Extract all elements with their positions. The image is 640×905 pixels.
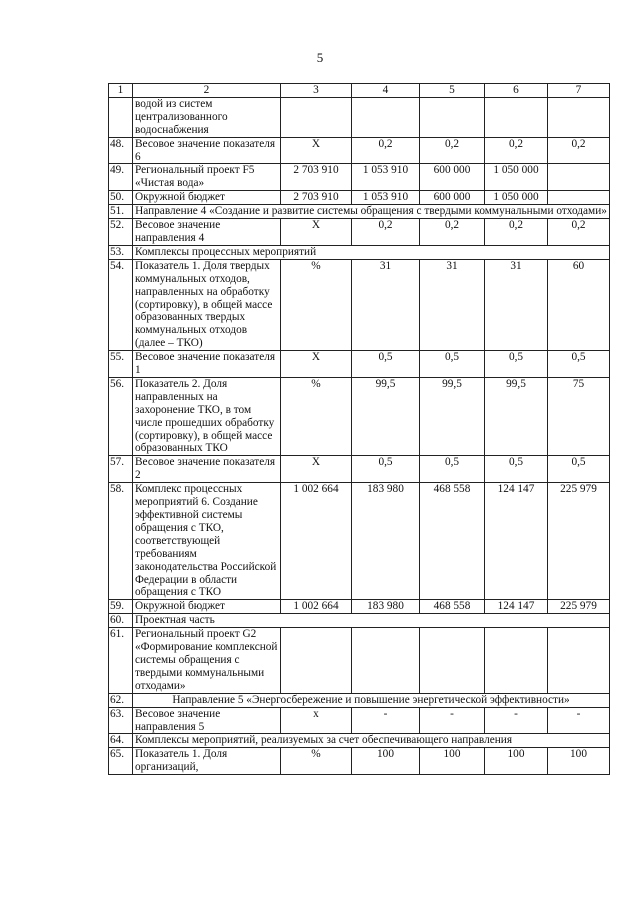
indicator-name-cell: Весовое значение показателя 6: [133, 137, 281, 164]
row-number-cell: 52.: [109, 219, 133, 246]
value-cell: [485, 97, 548, 137]
value-cell: [548, 628, 610, 694]
table-row: [109, 693, 610, 707]
value-cell: 183 980: [352, 600, 420, 614]
value-cell: 600 000: [420, 191, 485, 205]
table-row: [109, 734, 610, 748]
row-number-cell: 56.: [109, 377, 133, 455]
table-row: [109, 245, 610, 259]
table-row: [109, 97, 610, 137]
value-cell: [485, 628, 548, 694]
value-cell: 468 558: [420, 600, 485, 614]
value-cell: %: [281, 748, 352, 775]
value-cell: 1 002 664: [281, 483, 352, 600]
table-row: [109, 483, 610, 600]
row-number-cell: 58.: [109, 483, 133, 600]
header-cell: 1: [109, 84, 133, 98]
value-cell: 0,2: [485, 137, 548, 164]
value-cell: 99,5: [485, 377, 548, 455]
indicator-name-cell: Региональный проект G2 «Формирование комплексной системы обращения с твердыми коммунальными отходами»: [133, 628, 281, 694]
table-row: [109, 377, 610, 455]
indicator-name-cell: Весовое значение показателя 2: [133, 456, 281, 483]
value-cell: 100: [352, 748, 420, 775]
value-cell: 0,5: [548, 456, 610, 483]
value-cell: 1 002 664: [281, 600, 352, 614]
row-number-cell: 61.: [109, 628, 133, 694]
table-header-row: [109, 84, 610, 98]
row-number-cell: 59.: [109, 600, 133, 614]
table-row: [109, 191, 610, 205]
value-cell: 0,5: [420, 456, 485, 483]
value-cell: 31: [352, 259, 420, 350]
value-cell: 124 147: [485, 600, 548, 614]
data-table: [108, 83, 610, 775]
row-number-cell: 50.: [109, 191, 133, 205]
value-cell: 2 703 910: [281, 164, 352, 191]
value-cell: 0,5: [352, 351, 420, 378]
table-row: [109, 137, 610, 164]
value-cell: 31: [420, 259, 485, 350]
row-number-cell: 54.: [109, 259, 133, 350]
value-cell: Х: [281, 137, 352, 164]
table-row: [109, 351, 610, 378]
row-number-cell: 51.: [109, 205, 133, 219]
indicator-name-cell: Окружной бюджет: [133, 191, 281, 205]
value-cell: Х: [281, 351, 352, 378]
value-cell: 225 979: [548, 483, 610, 600]
value-cell: 468 558: [420, 483, 485, 600]
indicator-name-cell: Окружной бюджет: [133, 600, 281, 614]
table-row: [109, 219, 610, 246]
value-cell: [420, 97, 485, 137]
value-cell: 1 053 910: [352, 164, 420, 191]
header-cell: 5: [420, 84, 485, 98]
value-cell: 99,5: [352, 377, 420, 455]
table-row: [109, 205, 610, 219]
header-cell: 7: [548, 84, 610, 98]
row-number-cell: 55.: [109, 351, 133, 378]
indicator-name-cell: Показатель 1. Доля организаций,: [133, 748, 281, 775]
value-cell: 0,5: [485, 456, 548, 483]
indicator-name-cell: Весовое значение направления 5: [133, 707, 281, 734]
value-cell: 100: [420, 748, 485, 775]
table-row: [109, 164, 610, 191]
value-cell: [548, 164, 610, 191]
indicator-name-cell: Весовое значение показателя 1: [133, 351, 281, 378]
table-body: [109, 84, 610, 775]
indicator-name-cell: Региональный проект F5 «Чистая вода»: [133, 164, 281, 191]
page-number: 5: [316, 50, 324, 65]
value-cell: 31: [485, 259, 548, 350]
value-cell: [281, 97, 352, 137]
value-cell: 183 980: [352, 483, 420, 600]
value-cell: 75: [548, 377, 610, 455]
table-row: [109, 600, 610, 614]
section-heading-cell: Комплексы процессных мероприятий: [133, 245, 610, 259]
value-cell: 0,2: [485, 219, 548, 246]
value-cell: 0,2: [420, 219, 485, 246]
value-cell: 0,2: [352, 219, 420, 246]
value-cell: [281, 628, 352, 694]
value-cell: 1 050 000: [485, 164, 548, 191]
row-number-cell: 53.: [109, 245, 133, 259]
row-number-cell: 64.: [109, 734, 133, 748]
row-number-cell: 48.: [109, 137, 133, 164]
section-heading-cell: Комплексы мероприятий, реализуемых за счет обеспечивающего направления: [133, 734, 610, 748]
indicator-name-cell: Показатель 1. Доля твердых коммунальных отходов, направленных на обработку (сортировку), в общей массе образованных твердых коммунальных отходов (далее – ТКО): [133, 259, 281, 350]
value-cell: 225 979: [548, 600, 610, 614]
value-cell: [352, 97, 420, 137]
section-heading-cell: Направление 5 «Энергосбережение и повышение энергетической эффективности»: [133, 693, 610, 707]
value-cell: 60: [548, 259, 610, 350]
indicator-name-cell: Весовое значение направления 4: [133, 219, 281, 246]
row-number-cell: 65.: [109, 748, 133, 775]
value-cell: 0,2: [420, 137, 485, 164]
table-row: [109, 614, 610, 628]
table-row: [109, 456, 610, 483]
header-cell: 3: [281, 84, 352, 98]
row-number-cell: 62.: [109, 693, 133, 707]
row-number-cell: 63.: [109, 707, 133, 734]
table-row: [109, 748, 610, 775]
value-cell: %: [281, 377, 352, 455]
value-cell: 0,5: [352, 456, 420, 483]
value-cell: -: [485, 707, 548, 734]
value-cell: [548, 191, 610, 205]
value-cell: -: [352, 707, 420, 734]
section-heading-cell: Направление 4 «Создание и развитие системы обращения с твердыми коммунальными отходами»: [133, 205, 610, 219]
row-number-cell: 60.: [109, 614, 133, 628]
table-row: [109, 707, 610, 734]
value-cell: х: [281, 707, 352, 734]
header-cell: 6: [485, 84, 548, 98]
value-cell: [420, 628, 485, 694]
value-cell: 0,5: [485, 351, 548, 378]
value-cell: 0,2: [548, 219, 610, 246]
header-cell: 4: [352, 84, 420, 98]
table-row: [109, 259, 610, 350]
value-cell: 124 147: [485, 483, 548, 600]
value-cell: [352, 628, 420, 694]
value-cell: 600 000: [420, 164, 485, 191]
value-cell: 0,5: [420, 351, 485, 378]
indicator-name-cell: Показатель 2. Доля направленных на захоронение ТКО, в том числе прошедших обработку (сортировку), в общей массе образованных ТКО: [133, 377, 281, 455]
table-row: [109, 628, 610, 694]
row-number-cell: 49.: [109, 164, 133, 191]
value-cell: Х: [281, 219, 352, 246]
value-cell: 100: [485, 748, 548, 775]
value-cell: [548, 97, 610, 137]
value-cell: 1 053 910: [352, 191, 420, 205]
value-cell: 0,5: [548, 351, 610, 378]
value-cell: -: [548, 707, 610, 734]
value-cell: Х: [281, 456, 352, 483]
value-cell: 100: [548, 748, 610, 775]
value-cell: 99,5: [420, 377, 485, 455]
value-cell: 0,2: [352, 137, 420, 164]
section-heading-cell: Проектная часть: [133, 614, 610, 628]
header-cell: 2: [133, 84, 281, 98]
value-cell: %: [281, 259, 352, 350]
value-cell: -: [420, 707, 485, 734]
indicator-name-cell: водой из систем централизованного водоснабжения: [133, 97, 281, 137]
value-cell: 0,2: [548, 137, 610, 164]
value-cell: 2 703 910: [281, 191, 352, 205]
row-number-cell: [109, 97, 133, 137]
indicator-name-cell: Комплекс процессных мероприятий 6. Создание эффективной системы обращения с ТКО, соответствующей требованиям законодательства Российской Федерации в области обращения с ТКО: [133, 483, 281, 600]
value-cell: 1 050 000: [485, 191, 548, 205]
row-number-cell: 57.: [109, 456, 133, 483]
